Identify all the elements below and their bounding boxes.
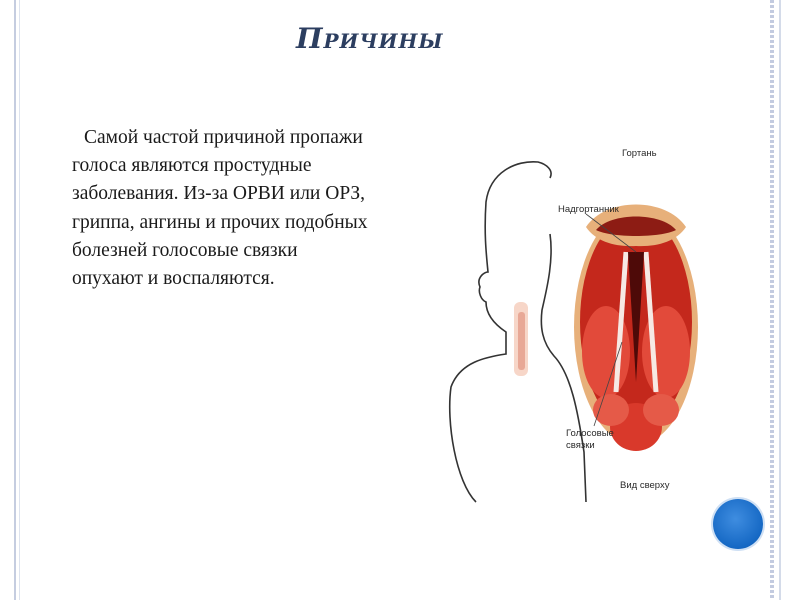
slide-body-text: Самой частой причиной пропажи голоса являются простудные заболевания. Из-за ОРВИ или ОРЗ, гриппа, ангины и прочих подобных болезней голосовые связки опухают и воспаляются. [72, 127, 368, 290]
label-vocal-cords-line2: связки [566, 440, 595, 451]
head-silhouette-outline [450, 162, 551, 502]
label-epiglottis: Надгортанник [558, 204, 619, 215]
slide-frame-left [14, 0, 16, 600]
larynx-illustration [446, 142, 710, 508]
slide-nav-button[interactable] [713, 499, 763, 549]
slide-frame-left-inner [19, 0, 20, 600]
larynx-illustration-svg [446, 142, 710, 508]
muscle-lobe-bottom-left [593, 394, 629, 426]
label-vocal-cords-line1: Голосовые [566, 428, 614, 439]
label-larynx: Гортань [622, 148, 657, 159]
slide-title: Причины [296, 22, 444, 55]
label-top-view: Вид сверху [620, 480, 670, 491]
slide-frame-right-inner [779, 0, 781, 600]
trachea-shape [518, 312, 525, 370]
muscle-lobe-bottom-right [643, 394, 679, 426]
slide-frame-right [770, 0, 774, 600]
